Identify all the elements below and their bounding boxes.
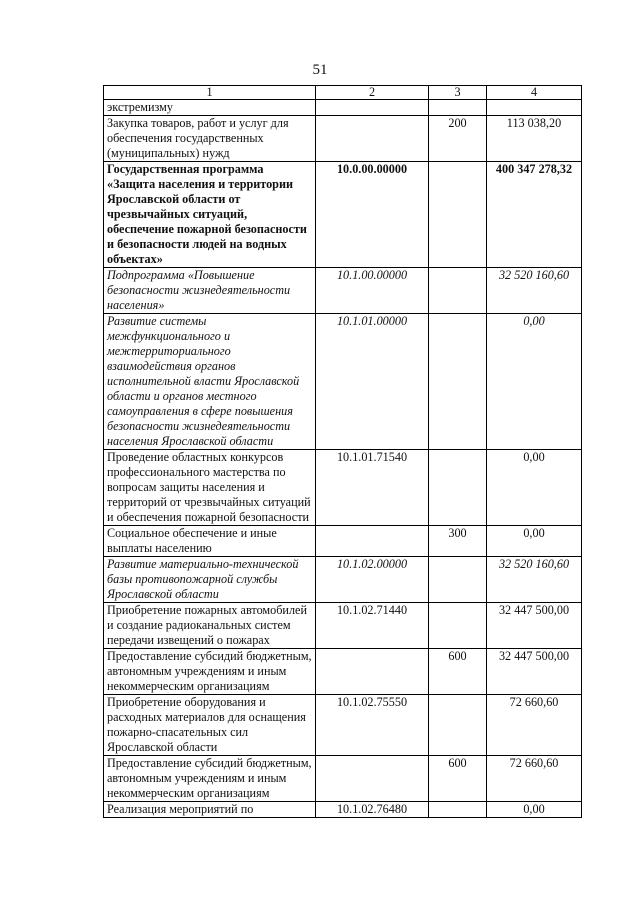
row-amount: 113 038,20	[487, 116, 582, 162]
table-header-row	[104, 86, 582, 100]
row-expense-type: 300	[429, 526, 487, 557]
row-code: 10.1.02.75550	[316, 695, 429, 756]
row-amount: 400 347 278,32	[487, 162, 582, 268]
table-row	[104, 603, 582, 649]
table-row	[104, 756, 582, 802]
column-header-2: 2	[316, 86, 429, 100]
row-expense-type	[429, 268, 487, 314]
row-amount: 32 520 160,60	[487, 557, 582, 603]
row-code	[316, 100, 429, 116]
table-row	[104, 100, 582, 116]
row-amount	[487, 100, 582, 116]
table-row	[104, 268, 582, 314]
table-row	[104, 695, 582, 756]
row-expense-type	[429, 100, 487, 116]
table-row	[104, 649, 582, 695]
row-name: Реализация мероприятий по	[104, 802, 316, 818]
row-amount: 0,00	[487, 526, 582, 557]
row-name: Государственная программа «Защита населения и территории Ярославской области от чрезвычайных ситуаций, обеспечение пожарной безопасности и безопасности людей на водных объектах»	[104, 162, 316, 268]
row-code: 10.1.00.00000	[316, 268, 429, 314]
row-name: Социальное обеспечение и иные выплаты населению	[104, 526, 316, 557]
row-code: 10.1.02.76480	[316, 802, 429, 818]
row-expense-type: 200	[429, 116, 487, 162]
column-header-3: 3	[429, 86, 487, 100]
table-row	[104, 557, 582, 603]
table-row	[104, 450, 582, 526]
row-expense-type	[429, 603, 487, 649]
row-name: экстремизму	[104, 100, 316, 116]
row-name: Развитие материально-технической базы противопожарной службы Ярославской области	[104, 557, 316, 603]
row-expense-type	[429, 162, 487, 268]
row-code: 10.1.01.00000	[316, 314, 429, 450]
column-header-4: 4	[487, 86, 582, 100]
row-expense-type	[429, 695, 487, 756]
row-name: Предоставление субсидий бюджетным, автономным учреждениям и иным некоммерческим организациям	[104, 649, 316, 695]
row-code	[316, 756, 429, 802]
table-row	[104, 526, 582, 557]
row-code: 10.0.00.00000	[316, 162, 429, 268]
row-amount: 72 660,60	[487, 756, 582, 802]
row-name: Закупка товаров, работ и услуг для обеспечения государственных (муниципальных) нужд	[104, 116, 316, 162]
row-name: Приобретение пожарных автомобилей и создание радиоканальных систем передачи извещений о пожарах	[104, 603, 316, 649]
row-amount: 0,00	[487, 802, 582, 818]
row-code: 10.1.01.71540	[316, 450, 429, 526]
table-row	[104, 162, 582, 268]
budget-table	[103, 85, 582, 818]
table-row	[104, 314, 582, 450]
page-number: 51	[312, 62, 328, 78]
row-name: Предоставление субсидий бюджетным, автономным учреждениям и иным некоммерческим организациям	[104, 756, 316, 802]
row-amount: 72 660,60	[487, 695, 582, 756]
row-amount: 0,00	[487, 450, 582, 526]
row-amount: 32 520 160,60	[487, 268, 582, 314]
table-row	[104, 116, 582, 162]
row-amount: 32 447 500,00	[487, 603, 582, 649]
row-code	[316, 116, 429, 162]
row-code	[316, 649, 429, 695]
table-row	[104, 802, 582, 818]
row-expense-type: 600	[429, 649, 487, 695]
row-code: 10.1.02.00000	[316, 557, 429, 603]
column-header-1: 1	[104, 86, 316, 100]
row-expense-type	[429, 314, 487, 450]
row-amount: 0,00	[487, 314, 582, 450]
row-code: 10.1.02.71440	[316, 603, 429, 649]
row-expense-type	[429, 557, 487, 603]
row-expense-type	[429, 450, 487, 526]
row-amount: 32 447 500,00	[487, 649, 582, 695]
row-code	[316, 526, 429, 557]
row-name: Развитие системы межфункционального и межтерриториального взаимодействия органов исполнительной власти Ярославской области и органов местного самоуправления в сфере повышения безопасности жизнедеятельности населения Ярославской области	[104, 314, 316, 450]
row-name: Подпрограмма «Повышение безопасности жизнедеятельности населения»	[104, 268, 316, 314]
row-expense-type	[429, 802, 487, 818]
row-expense-type: 600	[429, 756, 487, 802]
row-name: Проведение областных конкурсов профессионального мастерства по вопросам защиты населения и территорий от чрезвычайных ситуаций и обеспечения пожарной безопасности	[104, 450, 316, 526]
row-name: Приобретение оборудования и расходных материалов для оснащения пожарно-спасательных сил Ярославской области	[104, 695, 316, 756]
